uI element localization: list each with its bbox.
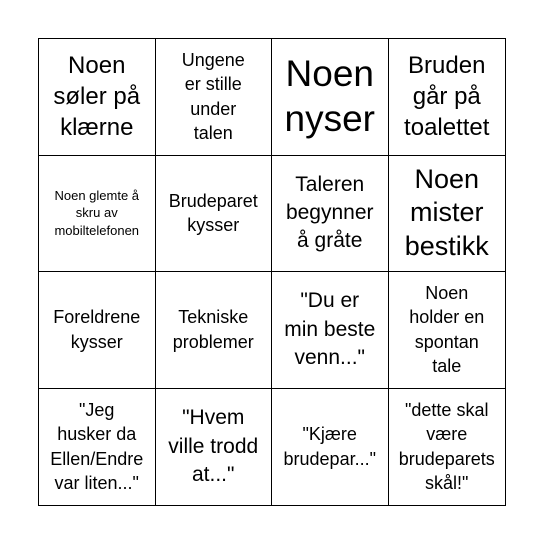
cell-text: "Jeg husker da Ellen/Endre var liten..." [50, 400, 144, 494]
cell-text: Bruden går på toalettet [404, 51, 490, 142]
bingo-cell[interactable] [39, 389, 156, 506]
bingo-cell[interactable] [39, 272, 156, 389]
cell-text: Ungene er stille under talen [181, 50, 245, 144]
bingo-cell[interactable] [272, 389, 389, 506]
cell-text: Taleren begynner å gråte [285, 172, 374, 253]
bingo-cell[interactable] [39, 156, 156, 273]
bingo-cell[interactable] [389, 39, 506, 156]
bingo-cell[interactable] [156, 156, 273, 273]
cell-text: Noen glemte å skru av mobiltelefonen [54, 187, 140, 239]
bingo-cell[interactable] [389, 156, 506, 273]
bingo-cell[interactable] [39, 39, 156, 156]
bingo-cell[interactable] [389, 389, 506, 506]
bingo-cell[interactable] [272, 39, 389, 156]
bingo-board [38, 38, 506, 506]
bingo-cell[interactable] [156, 272, 273, 389]
cell-text: Noen søler på klærne [53, 51, 141, 142]
bingo-cell[interactable] [156, 39, 273, 156]
cell-text: "dette skal være brudeparets skål!" [398, 400, 495, 494]
cell-text: "Hvem ville trodd at..." [168, 406, 259, 486]
cell-text: Noen nyser [284, 53, 375, 139]
cell-text: Noen holder en spontan tale [409, 283, 485, 377]
bingo-cell[interactable] [389, 272, 506, 389]
bingo-cell[interactable] [272, 156, 389, 273]
cell-text: "Du er min beste venn..." [284, 289, 376, 369]
cell-text: Foreldrene kysser [53, 307, 141, 352]
bingo-cell[interactable] [156, 389, 273, 506]
cell-text: Tekniske problemer [172, 307, 254, 352]
cell-text: Noen mister bestikk [404, 163, 489, 262]
cell-text: Brudeparet kysser [168, 190, 258, 236]
bingo-cell[interactable] [272, 272, 389, 389]
cell-text: "Kjære brudepar..." [283, 424, 376, 469]
